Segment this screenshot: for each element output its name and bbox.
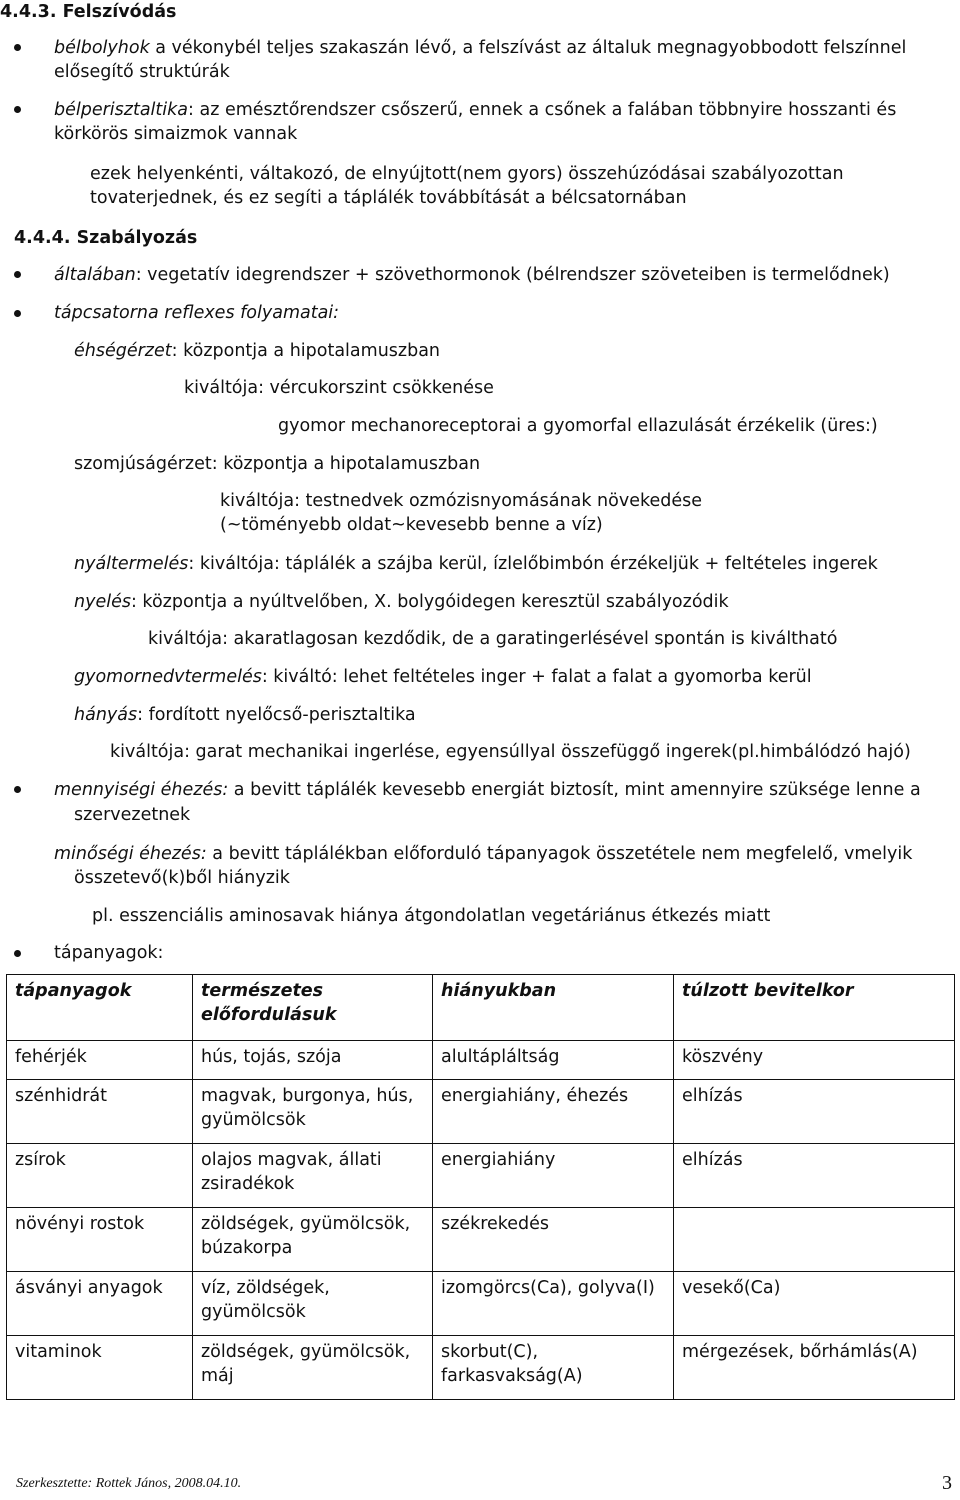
qualitative-text: a bevitt táplálékban előforduló tápanyagok összetétele nem megfelelő, vmelyik: [206, 844, 913, 864]
table-cell: fehérjék: [7, 1041, 193, 1080]
villi-line-2: elősegítő struktúrák: [54, 62, 230, 82]
saliva-line: [74, 552, 878, 576]
table-cell: energiahiány, éhezés: [433, 1080, 674, 1144]
bullet-icon: [14, 310, 21, 317]
swallow-text: : központja a nyúltvelőben, X. bolygóidegen keresztül szabályozódik: [130, 592, 729, 612]
swallow-line: [74, 590, 729, 614]
nutrients-table: [6, 974, 955, 1400]
table-cell: olajos magvak, állati zsiradékok: [193, 1144, 433, 1208]
table-cell: szénhidrát: [7, 1080, 193, 1144]
bullet-icon: [14, 950, 21, 957]
bullet-icon: [14, 786, 21, 793]
table-row: [7, 1144, 955, 1208]
table-cell: zöldségek, gyümölcsök, máj: [193, 1336, 433, 1400]
header-excess: túlzott bevitelkor: [674, 975, 955, 1041]
saliva-text: : kiváltója: táplálék a szájba kerül, ízlelőbimbón érzékeljük + feltételes ingerek: [188, 554, 878, 574]
table-row: [7, 1272, 955, 1336]
table-cell: mérgezések, bőrhámlás(A): [674, 1336, 955, 1400]
table-row: [7, 1208, 955, 1272]
header-nutrient: tápanyagok: [7, 975, 193, 1041]
qualitative-term: minőségi éhezés:: [54, 844, 207, 864]
gastric-term: gyomornedvtermelés: [74, 667, 262, 687]
hunger-term: éhségérzet: [74, 341, 172, 361]
general-line: [54, 263, 890, 287]
peristalsis-line-2: körkörös simaizmok vannak: [54, 124, 298, 144]
table-row: [7, 1080, 955, 1144]
header-deficiency: hiányukban: [433, 975, 674, 1041]
table-cell: zsírok: [7, 1144, 193, 1208]
qualitative-starvation-line: [54, 842, 912, 866]
table-cell: elhízás: [674, 1144, 955, 1208]
section-title-regulation: 4.4.4. Szabályozás: [14, 228, 198, 248]
vomit-text: : fordított nyelőcső-perisztaltika: [137, 705, 416, 725]
table-header-row: [7, 975, 955, 1041]
swallow-term: nyelés: [74, 592, 131, 612]
vomit-line: [74, 703, 416, 727]
table-cell: köszvény: [674, 1041, 955, 1080]
peristalsis-text: : az emésztőrendszer csőszerű, ennek a csőnek a falában többnyire hosszanti és: [188, 100, 897, 120]
quantitative-text: a bevitt táplálék kevesebb energiát biztosít, mint amennyire szüksége lenne a: [228, 780, 921, 800]
table-cell: magvak, burgonya, hús, gyümölcsök: [193, 1080, 433, 1144]
table-cell: [674, 1208, 955, 1272]
thirst-line: szomjúságérzet: központja a hipotalamuszban: [74, 454, 481, 474]
table-cell: alultápláltság: [433, 1041, 674, 1080]
qualitative-line-2: összetevő(k)ből hiányzik: [74, 868, 290, 888]
peristalsis-line: [54, 98, 896, 122]
hunger-text: : központja a hipotalamuszban: [171, 341, 441, 361]
table-cell: izomgörcs(Ca), golyva(I): [433, 1272, 674, 1336]
gastric-line: [74, 665, 812, 689]
table-cell: víz, zöldségek, gyümölcsök: [193, 1272, 433, 1336]
table-cell: elhízás: [674, 1080, 955, 1144]
header-source: természetes előfordulásuk: [193, 975, 433, 1041]
vomit-trigger: kiváltója: garat mechanikai ingerlése, egyensúllyal összefüggő ingerek(pl.himbálódzó hajó): [110, 742, 911, 762]
table-cell: vitaminok: [7, 1336, 193, 1400]
hunger-line: [74, 339, 440, 363]
quantitative-term: mennyiségi éhezés:: [54, 780, 229, 800]
table-row: [7, 1041, 955, 1080]
table-cell: hús, tojás, szója: [193, 1041, 433, 1080]
footer-author: Szerkesztette: Rottek János, 2008.04.10.: [16, 1476, 242, 1491]
page-number: 3: [942, 1472, 952, 1494]
saliva-term: nyáltermelés: [74, 554, 189, 574]
table-cell: skorbut(C), farkasvakság(A): [433, 1336, 674, 1400]
thirst-trigger-1: kiváltója: testnedvek ozmózisnyomásának növekedése: [220, 491, 702, 511]
peristalsis-term: bélperisztaltika: [54, 100, 189, 120]
villi-line: [54, 36, 906, 60]
table-cell: vesekő(Ca): [674, 1272, 955, 1336]
gastric-text: : kiváltó: lehet feltételes inger + falat a falat a gyomorba kerül: [261, 667, 812, 687]
peristalsis-detail-1: ezek helyenkénti, váltakozó, de elnyújtott(nem gyors) összehúzódásai szabályozottan: [90, 164, 844, 184]
table-cell: növényi rostok: [7, 1208, 193, 1272]
villi-term: bélbolyhok: [54, 38, 150, 58]
swallow-trigger: kiváltója: akaratlagosan kezdődik, de a garatingerlésével spontán is kiváltható: [148, 629, 838, 649]
table-cell: zöldségek, gyümölcsök, búzakorpa: [193, 1208, 433, 1272]
hunger-trigger: kiváltója: vércukorszint csökkenése: [184, 378, 494, 398]
qualitative-example: pl. esszenciális aminosavak hiánya átgondolatlan vegetáriánus étkezés miatt: [92, 906, 771, 926]
bullet-icon: [14, 271, 21, 278]
table-cell: energiahiány: [433, 1144, 674, 1208]
bullet-icon: [14, 44, 21, 51]
quantitative-starvation-line: [54, 778, 921, 802]
quantitative-line-2: szervezetnek: [74, 805, 191, 825]
table-cell: székrekedés: [433, 1208, 674, 1272]
vomit-term: hányás: [74, 705, 138, 725]
table-cell: ásványi anyagok: [7, 1272, 193, 1336]
peristalsis-detail-2: tovaterjednek, és ez segíti a táplálék továbbítását a bélcsatornában: [90, 188, 687, 208]
general-term: általában: [54, 265, 136, 285]
thirst-trigger-2: (~töményebb oldat~kevesebb benne a víz): [220, 515, 603, 535]
nutrients-label: tápanyagok:: [54, 943, 164, 963]
section-title-absorption: 4.4.3. Felszívódás: [0, 2, 177, 22]
villi-text: a vékonybél teljes szakaszán lévő, a felszívást az általuk megnagyobbodott felszínnel: [149, 38, 907, 58]
general-text: : vegetatív idegrendszer + szövethormonok (bélrendszer szöveteiben is termelődnek): [135, 265, 890, 285]
bullet-icon: [14, 106, 21, 113]
hunger-stomach: gyomor mechanoreceptorai a gyomorfal ellazulását érzékelik (üres:): [278, 416, 878, 436]
reflexes-heading: tápcsatorna reflexes folyamatai:: [54, 303, 340, 323]
table-row: [7, 1336, 955, 1400]
